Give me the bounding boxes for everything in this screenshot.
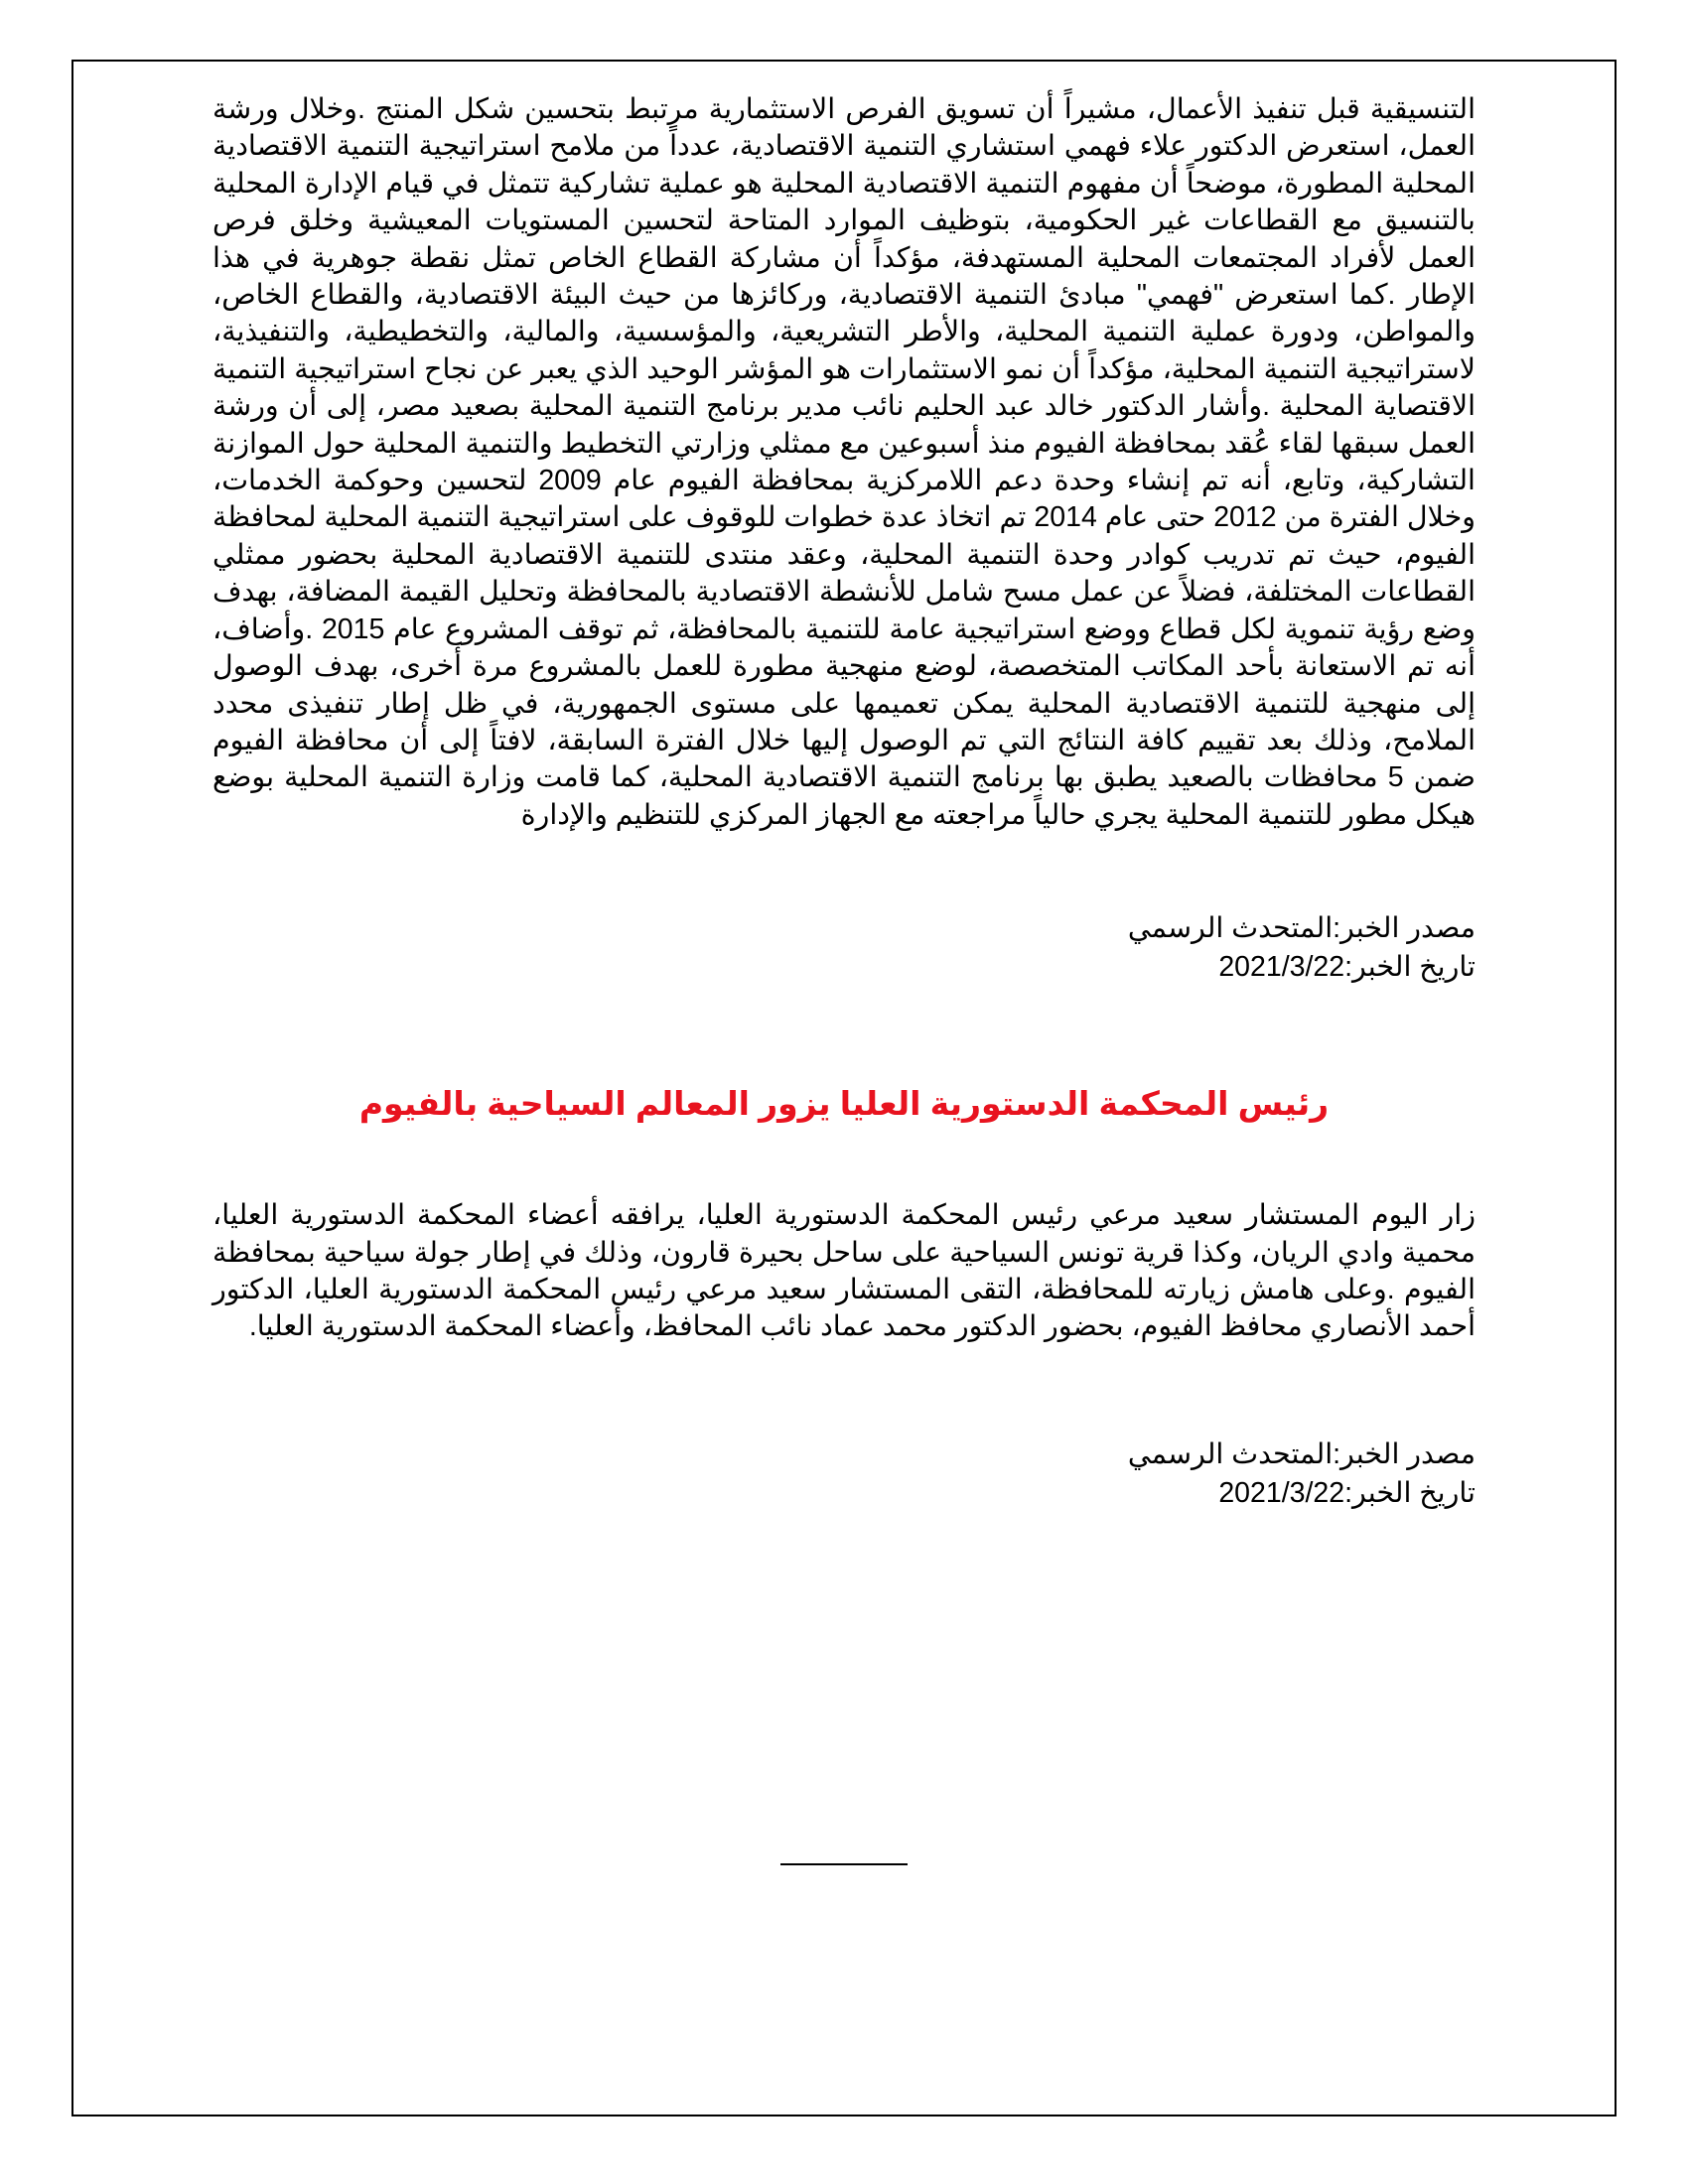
article-1-meta xyxy=(212,909,1476,987)
document-content xyxy=(212,91,1476,1513)
article-2-headline: رئيس المحكمة الدستورية العليا يزور المعالم السياحية بالفيوم xyxy=(358,1085,1330,1123)
article-1-body: التنسيقية قبل تنفيذ الأعمال، مشيراً أن تسويق الفرص الاستثمارية مرتبط بتحسين شكل المنتج .وخلال ورشة العمل، استعرض الدكتور علاء فهمي استشاري التنمية الاقتصادية، عدداً من ملامح استراتيجية التنمية الاقتصادية المحلية المطورة، موضحاً أن مفهوم التنمية الاقتصادية المحلية هو عملية تشاركية تتمثل في قيام الإدارة المحلية بالتنسيق مع القطاعات غير الحكومية، بتوظيف الموارد المتاحة لتحسين المستويات المعيشية وخلق فرص العمل لأفراد المجتمعات المحلية المستهدفة، مؤكداً أن مشاركة القطاع الخاص تمثل نقطة جوهرية في هذا الإطار .كما استعرض "فهمي" مبادئ التنمية الاقتصادية، وركائزها من حيث البيئة الاقتصادية، والقطاع الخاص، والمواطن، ودورة عملية التنمية المحلية، والأطر التشريعية، والمؤسسية، والمالية، والتخطيطية، والتنفيذية، لاستراتيجية التنمية المحلية، مؤكداً أن نمو الاستثمارات هو المؤشر الوحيد الذي يعبر عن نجاح استراتيجية التنمية الاقتصاية المحلية .وأشار الدكتور خالد عبد الحليم نائب مدير برنامج التنمية المحلية بصعيد مصر، إلى أن ورشة العمل سبقها لقاء عُقد بمحافظة الفيوم منذ أسبوعين مع ممثلي وزارتي التخطيط والتنمية المحلية حول الموازنة التشاركية، وتابع، أنه تم إنشاء وحدة دعم اللامركزية بمحافظة الفيوم عام 2009 لتحسين وحوكمة الخدمات، وخلال الفترة من 2012 حتى عام 2014 تم اتخاذ عدة خطوات للوقوف على استراتيجية التنمية المحلية لمحافظة الفيوم، حيث تم تدريب كوادر وحدة التنمية المحلية، وعقد منتدى للتنمية الاقتصادية المحلية بحضور ممثلي القطاعات المختلفة، فضلاً عن عمل مسح شامل للأنشطة الاقتصادية بالمحافظة وتحليل القيمة المضافة، بهدف وضع رؤية تنموية لكل قطاع ووضع استراتيجية عامة للتنمية بالمحافظة، ثم توقف المشروع عام 2015 .وأضاف، أنه تم الاستعانة بأحد المكاتب المتخصصة، لوضع منهجية مطورة للعمل بالمشروع مرة أخرى، بهدف الوصول إلى منهجية للتنمية الاقتصادية المحلية يمكن تعميمها على مستوى الجمهورية، في ظل إطار تنفيذى محدد الملامح، وذلك بعد تقييم كافة النتائج التي تم الوصول إليها خلال الفترة السابقة، لافتاً إلى أن محافظة الفيوم ضمن 5 محافظات بالصعيد يطبق بها برنامج التنمية الاقتصادية المحلية، كما قامت وزارة التنمية المحلية بوضع هيكل مطور للتنمية المحلية يجري حالياً مراجعته مع الجهاز المركزي للتنظيم والإدارة xyxy=(212,93,1476,831)
article-1-date: تاريخ الخبر:2021/3/22 xyxy=(1218,951,1476,984)
article-2-date: تاريخ الخبر:2021/3/22 xyxy=(1218,1476,1476,1509)
article-1-source: مصدر الخبر:المتحدث الرسمي xyxy=(1127,912,1476,945)
article-2-source: مصدر الخبر:المتحدث الرسمي xyxy=(1127,1437,1476,1470)
article-1 xyxy=(212,91,1476,987)
end-of-page-rule xyxy=(780,1863,908,1865)
article-2-body: زار اليوم المستشار سعيد مرعي رئيس المحكمة الدستورية العليا، يرافقه أعضاء المحكمة الدستورية العليا، محمية وادي الريان، وكذا قرية تونس السياحية على ساحل بحيرة قارون، وذلك في إطار جولة سياحية بمحافظة الفيوم .وعلى هامش زيارته للمحافظة، التقى المستشار سعيد مرعي رئيس المحكمة الدستورية العليا، الدكتور أحمد الأنصاري محافظ الفيوم، بحضور الدكتور محمد عماد نائب المحافظ، وأعضاء المحكمة الدستورية العليا. xyxy=(212,1199,1476,1343)
article-2 xyxy=(212,1084,1476,1513)
article-2-meta xyxy=(212,1435,1476,1513)
